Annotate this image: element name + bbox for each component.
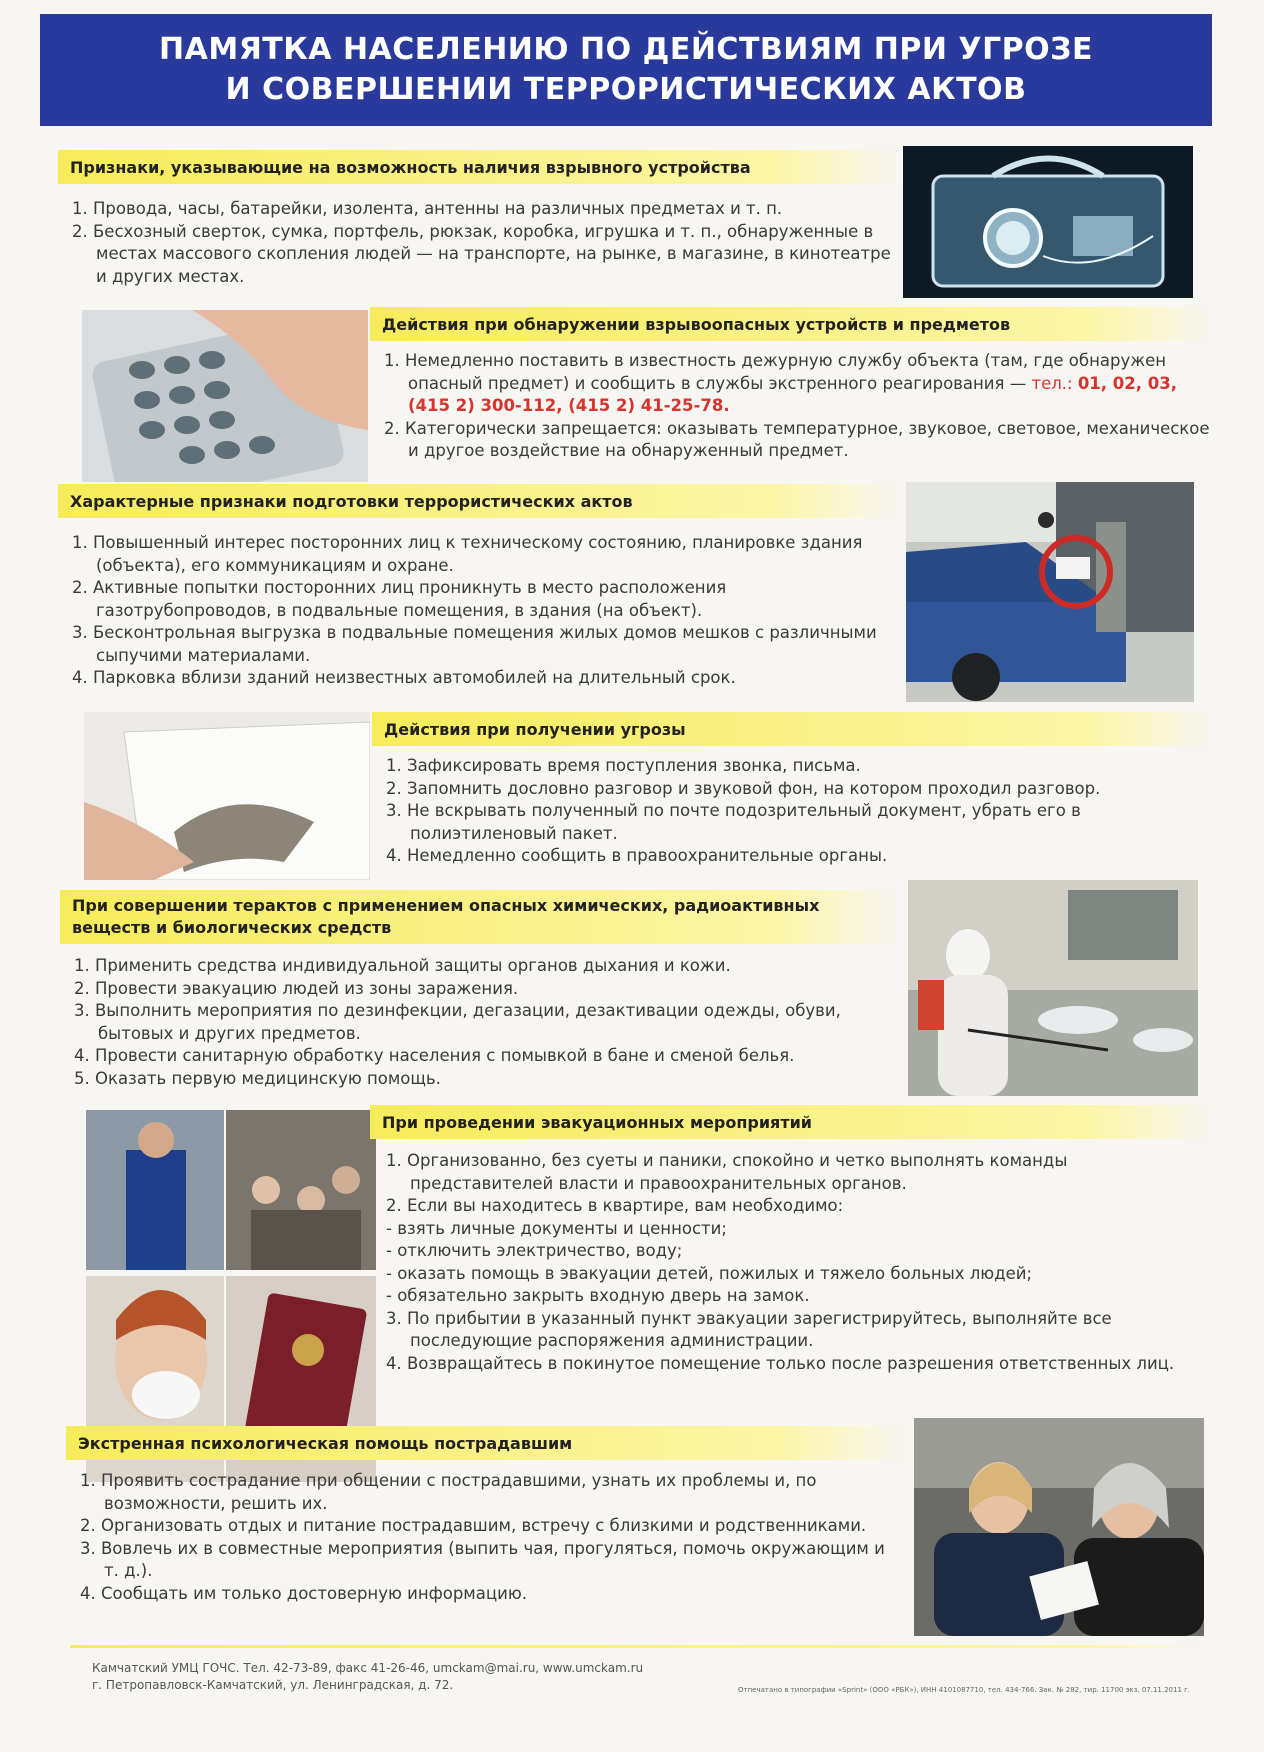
chemical-list (74, 955, 894, 1090)
list-item: 2. Активные попытки посторонних лиц проникнуть в место расположения газотрубопроводов, в подвальные помещения, в здания (на объект). (72, 578, 727, 620)
list-item: 3. Выполнить мероприятия по дезинфекции, дегазации, дезактивации одежды, обуви, бытовых и других предметов. (74, 1001, 841, 1043)
car-photo (906, 482, 1194, 702)
section-heading-evacuation: При проведении эвакуационных мероприятий (370, 1105, 1212, 1139)
detection-item-1-text: 1. Немедленно поставить в известность дежурную службу объекта (там, где обнаружен опасный предмет) и сообщить в службы экстренного реагирования — (384, 351, 1167, 393)
footer-line-2: г. Петропавловск-Камчатский, ул. Ленинградская, д. 72. (92, 1678, 454, 1692)
section-heading-signs: Признаки, указывающие на возможность наличия взрывного устройства (58, 150, 898, 184)
list-item: 1. Зафиксировать время поступления звонка, письма. (386, 756, 861, 775)
list-item: 3. Бесконтрольная выгрузка в подвальные помещения жилых домов мешков с различными сыпучими материалами. (72, 623, 877, 665)
detection-list (384, 350, 1214, 463)
list-item: 4. Провести санитарную обработку населения с помывкой в бане и сменой белья. (74, 1046, 795, 1065)
footer-rule (70, 1645, 1200, 1648)
list-item: 4. Возвращайтесь в покинутое помещение только после разрешения ответственных лиц. (386, 1353, 1175, 1373)
footer-line-1: Камчатский УМЦ ГОЧС. Тел. 42-73-89, факс 41-26-46, umckam@mai.ru, www.umckam.ru (92, 1661, 644, 1675)
list-item: - взять личные документы и ценности; (386, 1218, 727, 1238)
emergency-phones: 01, 02, 03, (415 2) 300-112, (415 2) 41-25-78. (408, 373, 1178, 415)
footer-contacts (92, 1660, 643, 1694)
list-item: 1. Применить средства индивидуальной защиты органов дыхания и кожи. (74, 956, 731, 975)
list-item: - оказать помощь в эвакуации детей, пожилых и тяжело больных людей; (386, 1263, 1033, 1283)
list-item: 3. Вовлечь их в совместные мероприятия (выпить чая, прогуляться, помочь окружающим и т. д.). (80, 1538, 885, 1580)
list-item: 4. Сообщать им только достоверную информацию. (80, 1583, 527, 1603)
threat-list (386, 755, 1216, 868)
list-item: 2. Бесхозный сверток, сумка, портфель, рюкзак, коробка, игрушка и т. п., обнаруженные в местах массового скопления людей — на транспорте, на рынке, в магазине, в кинотеатре и других местах. (72, 221, 891, 286)
title-line-2: И СОВЕРШЕНИИ ТЕРРОРИСТИЧЕСКИХ АКТОВ (225, 72, 1027, 107)
psychologist-photo (914, 1418, 1204, 1636)
preparation-list (72, 532, 892, 690)
list-item: 2. Категорически запрещается: оказывать температурное, звуковое, световое, механическое и другое воздействие на обнаруженный предмет. (384, 418, 1210, 460)
list-item: 3. Не вскрывать полученный по почте подозрительный документ, убрать его в полиэтиленовый пакет. (386, 801, 1081, 843)
evacuation-list (386, 1150, 1206, 1375)
phone-label: тел.: (1031, 373, 1073, 393)
list-item: 1. Проявить сострадание при общении с пострадавшими, узнать их проблемы и, по возможности, решить их. (80, 1471, 817, 1513)
title-banner (40, 14, 1212, 126)
signs-list (72, 198, 892, 288)
list-item: 2. Запомнить дословно разговор и звуковой фон, на котором проходил разговор. (386, 778, 1101, 798)
list-item: 1. Организованно, без суеты и паники, спокойно и четко выполнять команды представителей власти и правоохранительных органов. (386, 1151, 1068, 1193)
section-heading-psych: Экстренная психологическая помощь пострадавшим (66, 1426, 906, 1460)
section-heading-threat: Действия при получении угрозы (372, 712, 1212, 746)
list-item: 2. Провести эвакуацию людей из зоны заражения. (74, 978, 519, 998)
print-info: Отпечатано в типографии «Sprint» (ООО «РБК»), ИНН 4101087710, тел. 434-766. Зак. № 282, тир. 11700 экз. 07.11.2011 г. (738, 1686, 1191, 1694)
list-item: 1. Повышенный интерес посторонних лиц к техническому состоянию, планировке здания (объекта), его коммуникациям и охране. (72, 533, 863, 575)
list-item: 2. Организовать отдых и питание пострадавшим, встречу с близкими и родственниками. (80, 1516, 867, 1535)
title-line-1: ПАМЯТКА НАСЕЛЕНИЮ ПО ДЕЙСТВИЯМ ПРИ УГРОЗЕ (159, 32, 1093, 67)
phone-keypad-photo (82, 310, 368, 482)
xray-bag-photo (903, 146, 1193, 298)
list-item (384, 350, 1214, 418)
page-title (159, 30, 1093, 110)
list-item: 1. Провода, часы, батарейки, изолента, антенны на различных предметах и т. п. (72, 199, 783, 218)
list-item: 4. Немедленно сообщить в правоохранительные органы. (386, 846, 888, 865)
list-item: 5. Оказать первую медицинскую помощь. (74, 1068, 441, 1088)
section-heading-detection: Действия при обнаружении взрывоопасных устройств и предметов (370, 307, 1212, 341)
list-item: 2. Если вы находитесь в квартире, вам необходимо: (386, 1196, 844, 1215)
list-item: - обязательно закрыть входную дверь на замок. (386, 1286, 810, 1305)
list-item: 3. По прибытии в указанный пункт эвакуации зарегистрируйтесь, выполняйте все последующие распоряжения администрации. (386, 1308, 1112, 1350)
decontamination-photo (908, 880, 1198, 1096)
list-item: 4. Парковка вблизи зданий неизвестных автомобилей на длительный срок. (72, 668, 736, 687)
section-heading-preparation: Характерные признаки подготовки террористических актов (58, 484, 898, 518)
envelope-photo (84, 712, 370, 880)
psych-list (80, 1470, 900, 1605)
list-item: - отключить электричество, воду; (386, 1241, 683, 1260)
section-heading-chemical: При совершении терактов с применением опасных химических, радиоактивных веществ и биологических средств (60, 890, 900, 944)
